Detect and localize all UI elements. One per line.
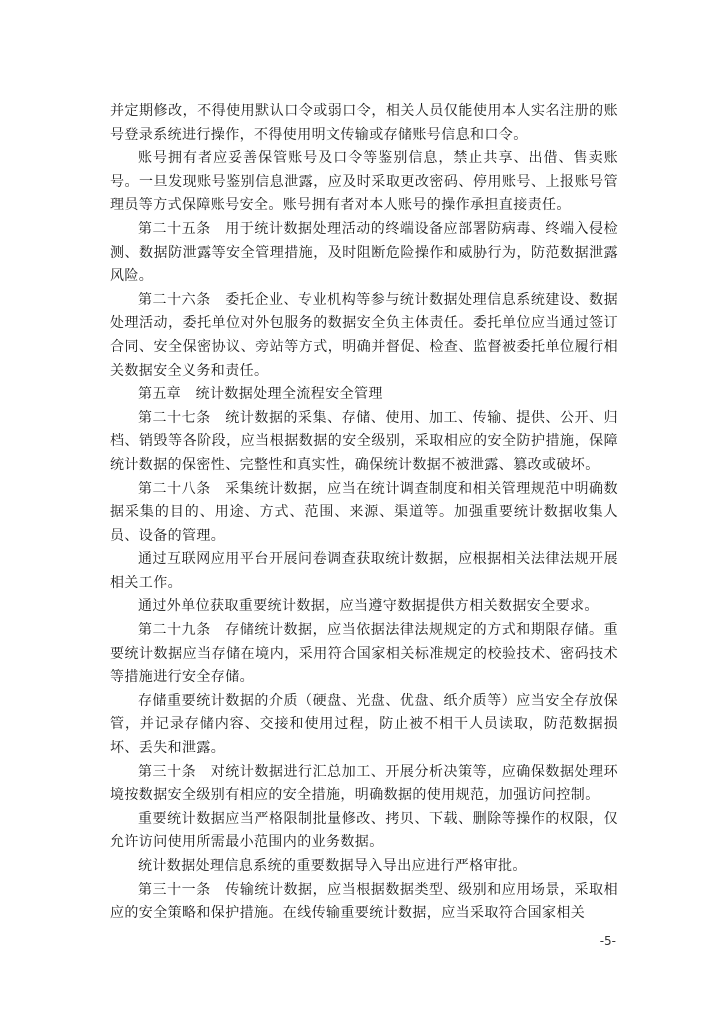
page-number: -5- bbox=[599, 934, 616, 948]
paragraph-external-data: 通过外单位获取重要统计数据，应当遵守数据提供方相关数据安全要求。 bbox=[138, 598, 599, 615]
paragraph-1: 并定期修改，不得使用默认口令或弱口令，相关人员仅能使用本人实名注册的账号登录系统进行操作，不得使用明文传输或存储账号信息和口令。 bbox=[110, 103, 618, 143]
chapter-5-heading: 第五章 统计数据处理全流程安全管理 bbox=[138, 386, 383, 403]
paragraph-import-export: 统计数据处理信息系统的重要数据导入导出应进行严格审批。 bbox=[138, 858, 527, 874]
paragraph-internet-survey: 通过互联网应用平台开展问卷调查获取统计数据，应根据相关法律法规开展相关工作。 bbox=[110, 551, 618, 591]
paragraph-2: 账号拥有者应妥善保管账号及口令等鉴别信息，禁止共享、出借、售卖账号。一旦发现账号鉴别信息泄露，应及时采取更改密码、停用账号、上报账号管理员等方式保障账号安全。账号拥有者对本人账号的操作承担直接责任。 bbox=[110, 150, 618, 214]
paragraph-storage-media: 存储重要统计数据的介质（硬盘、光盘、优盘、纸介质等）应当安全存放保管，并记录存储内容、交接和使用过程，防止被不相干人员读取，防范数据损坏、丢失和泄露。 bbox=[110, 692, 618, 757]
article-26: 第二十六条 委托企业、专业机构等参与统计数据处理信息系统建设、数据处理活动，委托单位对外包服务的数据安全负主体责任。委托单位应当通过签订合同、安全保密协议、旁站等方式，明确并督促、检查、监督被委托单位履行相关数据安全义务和责任。 bbox=[110, 291, 618, 379]
article-30: 第三十条 对统计数据进行汇总加工、开展分析决策等，应确保数据处理环境按数据安全级别有相应的安全措施，明确数据的使用规范，加强访问控制。 bbox=[110, 763, 618, 804]
article-31: 第三十一条 传输统计数据，应当根据数据类型、级别和应用场景，采取相应的安全策略和保护措施。在线传输重要统计数据，应当采取符合国家相关 bbox=[110, 881, 618, 922]
article-25: 第二十五条 用于统计数据处理活动的终端设备应部署防病毒、终端入侵检测、数据防泄露等安全管理措施，及时阻断危险操作和威胁行为，防范数据泄露风险。 bbox=[110, 220, 618, 285]
paragraph-restrict-permissions: 重要统计数据应当严格限制批量修改、拷贝、下载、删除等操作的权限，仅允许访问使用所需最小范围内的业务数据。 bbox=[110, 810, 618, 851]
article-28: 第二十八条 采集统计数据，应当在统计调查制度和相关管理规范中明确数据采集的目的、用途、方式、范围、来源、渠道等。加强重要统计数据收集人员、设备的管理。 bbox=[110, 480, 618, 544]
document-page bbox=[110, 100, 618, 926]
article-27: 第二十七条 统计数据的采集、存储、使用、加工、传输、提供、公开、归档、销毁等各阶段，应当根据数据的安全级别，采取相应的安全防护措施，保障统计数据的保密性、完整性和真实性，确保统计数据不被泄露、篡改或破坏。 bbox=[110, 409, 618, 473]
article-29: 第二十九条 存储统计数据，应当依据法律法规规定的方式和期限存储。重要统计数据应当存储在境内，采用符合国家相关标准规定的校验技术、密码技术等措施进行安全存储。 bbox=[110, 622, 618, 686]
